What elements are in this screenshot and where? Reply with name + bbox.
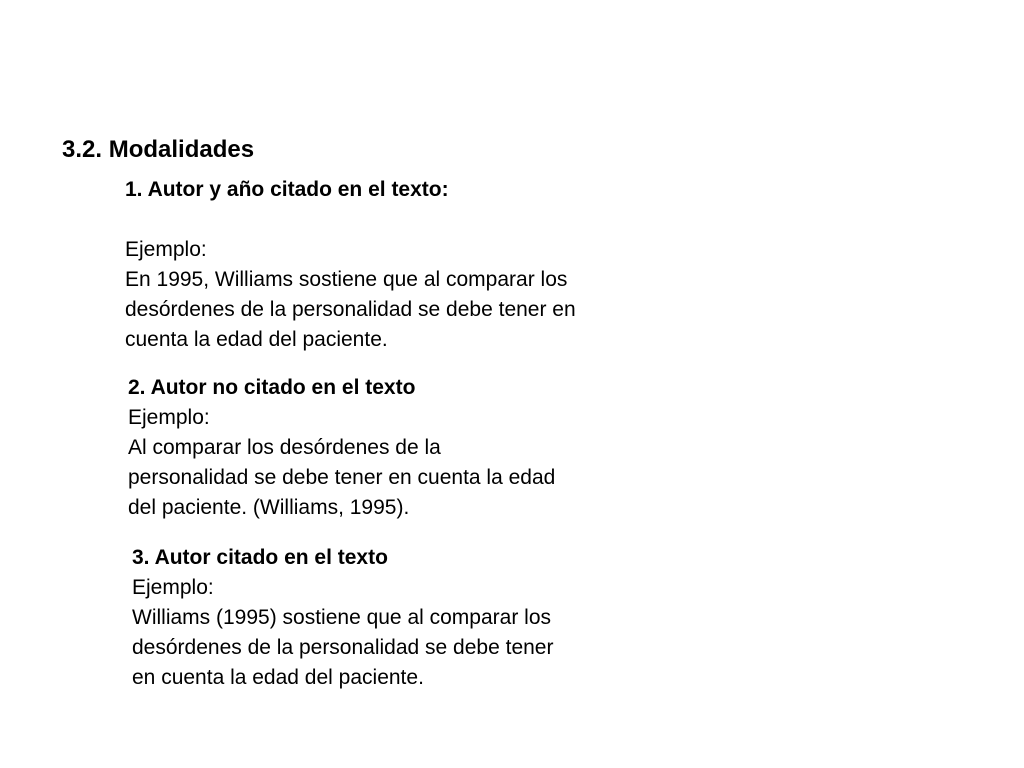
modality-heading-3: 3. Autor citado en el texto: [132, 546, 388, 569]
modality-block-1: [125, 175, 576, 355]
example-line: en cuenta la edad del paciente.: [132, 666, 424, 689]
example-line: desórdenes de la personalidad se debe tener: [132, 636, 554, 659]
spacer: [125, 205, 576, 235]
example-line: cuenta la edad del paciente.: [125, 328, 388, 351]
example-label-2: Ejemplo:: [128, 406, 210, 429]
modality-heading-1: 1. Autor y año citado en el texto:: [125, 178, 449, 201]
example-line: En 1995, Williams sostiene que al comparar los: [125, 268, 568, 291]
modality-heading-2: 2. Autor no citado en el texto: [128, 376, 416, 399]
example-line: del paciente. (Williams, 1995).: [128, 496, 410, 519]
example-label-1: Ejemplo:: [125, 238, 207, 261]
example-line: personalidad se debe tener en cuenta la edad: [128, 466, 556, 489]
example-label-3: Ejemplo:: [132, 576, 214, 599]
modality-block-3: [132, 543, 553, 693]
example-line: Al comparar los desórdenes de la: [128, 436, 441, 459]
example-line: desórdenes de la personalidad se debe tener en: [125, 298, 576, 321]
example-line: Williams (1995) sostiene que al comparar los: [132, 606, 552, 629]
section-title: 3.2. Modalidades: [62, 136, 255, 163]
modality-block-2: [128, 373, 555, 523]
